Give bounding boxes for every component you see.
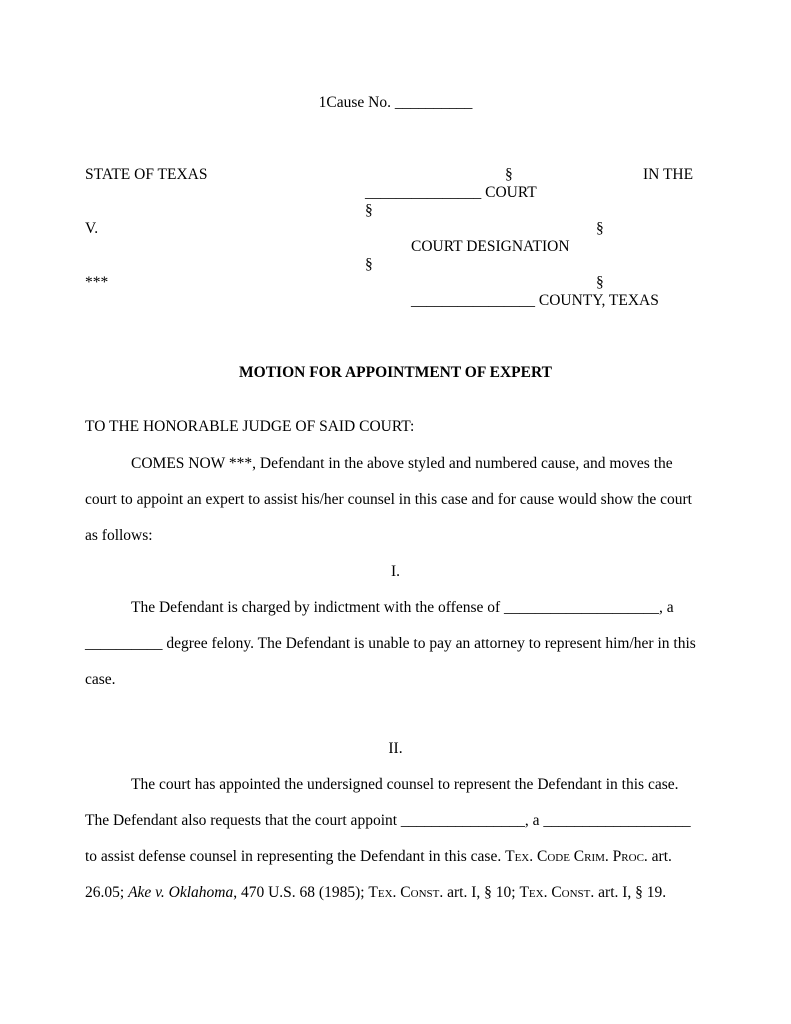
- document-title: MOTION FOR APPOINTMENT OF EXPERT: [239, 364, 552, 381]
- section1-line: The Defendant is charged by indictment with the offense of ____________________, a: [131, 599, 674, 616]
- caption-court-line: _______________ COURT: [365, 184, 537, 201]
- caption-in-the: IN THE: [643, 166, 694, 183]
- section2-line: The Defendant also requests that the court appoint ________________, a ___________________: [85, 812, 691, 829]
- cause-number: 1Cause No. __________: [318, 94, 473, 111]
- section1-line: case.: [85, 671, 116, 688]
- statute-citation: Tex. Code Crim. Proc.: [505, 848, 648, 865]
- caption-county-line: ________________ COUNTY, TEXAS: [411, 292, 659, 309]
- caption-section-mark: §: [505, 166, 513, 183]
- salutation: TO THE HONORABLE JUDGE OF SAID COURT:: [85, 418, 415, 435]
- section2-line: [85, 884, 666, 902]
- caption-section-mark: §: [596, 274, 604, 291]
- caption-section-mark: §: [365, 256, 373, 273]
- caption-court-designation: COURT DESIGNATION: [411, 238, 570, 255]
- section1-line: __________ degree felony. The Defendant is unable to pay an attorney to represent him/her in this: [85, 635, 696, 652]
- caption-defendant-placeholder: ***: [85, 274, 109, 291]
- section2-text: art. I, § 10;: [443, 884, 520, 901]
- section2-line: The court has appointed the undersigned counsel to represent the Defendant in this case.: [131, 776, 679, 793]
- intro-line: COMES NOW ***, Defendant in the above styled and numbered cause, and moves the: [131, 455, 673, 472]
- section2-text: art. I, § 19.: [594, 884, 667, 901]
- section2-text: , 470 U.S. 68 (1985);: [233, 884, 369, 901]
- caption-state-of-texas: STATE OF TEXAS: [85, 166, 208, 183]
- section-heading-1: I.: [390, 563, 401, 580]
- section2-text: 26.05;: [85, 884, 129, 901]
- section-heading-2: II.: [388, 740, 403, 757]
- case-citation: Ake v. Oklahoma: [128, 884, 234, 901]
- caption-section-mark: §: [365, 202, 373, 219]
- intro-line: as follows:: [85, 527, 153, 544]
- caption-section-mark: §: [596, 220, 604, 237]
- caption-versus: V.: [85, 220, 99, 237]
- constitution-citation: Tex. Const.: [368, 884, 444, 901]
- intro-line: court to appoint an expert to assist his/her counsel in this case and for cause would show the court: [85, 491, 692, 508]
- section2-text: to assist defense counsel in representing the Defendant in this case.: [85, 848, 506, 865]
- constitution-citation: Tex. Const.: [519, 884, 595, 901]
- section2-line: [85, 848, 672, 866]
- section2-text: art.: [647, 848, 672, 865]
